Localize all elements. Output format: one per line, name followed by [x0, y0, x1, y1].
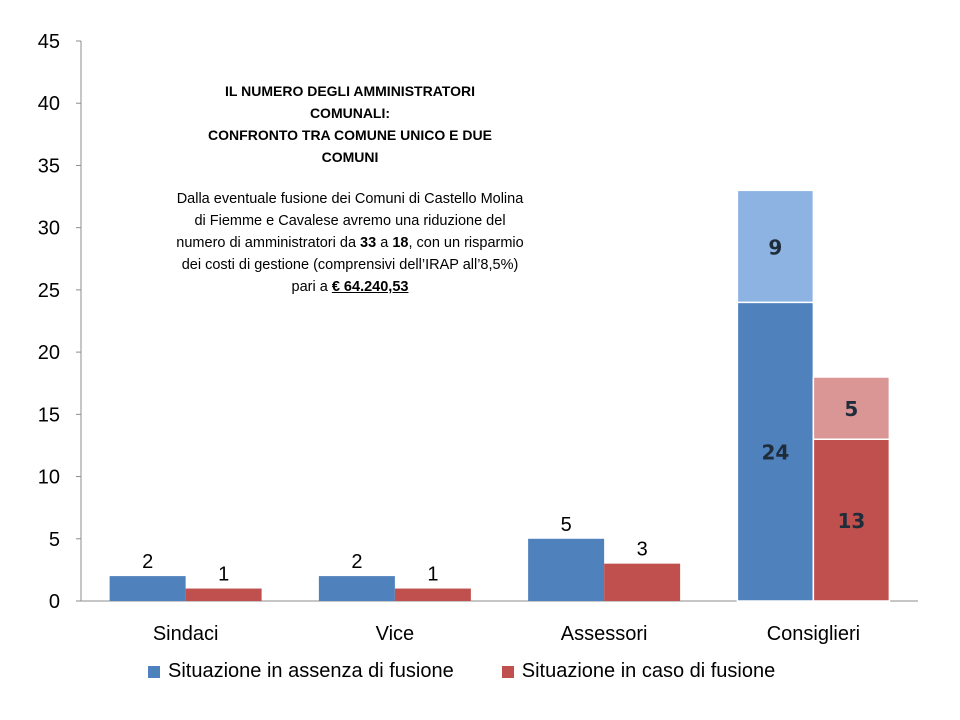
bar-value-label: 1 — [218, 563, 230, 586]
annotation-title — [170, 80, 530, 168]
annotation-text: a — [376, 235, 393, 251]
segment-label: 24 — [761, 440, 790, 465]
y-tick-label: 45 — [37, 31, 60, 53]
y-tick-label: 35 — [37, 155, 60, 178]
y-axis-ticks — [38, 31, 81, 613]
legend-item-no-fusion — [148, 660, 454, 683]
bar-no-fusion — [319, 576, 395, 601]
y-tick-label: 40 — [37, 93, 60, 116]
bar-value-label: 2 — [351, 551, 363, 574]
bar-value-label: 1 — [427, 563, 439, 586]
bar-fusion — [395, 589, 471, 601]
x-tick-label: Assessori — [560, 623, 648, 645]
annotation-body — [170, 188, 530, 298]
bar-fusion — [604, 564, 680, 601]
y-tick-label: 5 — [48, 528, 60, 551]
annotation-text: , con un risparmio dei costi di gestione (comprensivi dell’IRAP all’8,5%) pari a — [181, 235, 524, 295]
y-tick-label: 10 — [37, 466, 60, 489]
x-tick-label: Vice — [375, 623, 415, 645]
annotation-title-line: COMUNI — [321, 149, 379, 165]
segment-label: 5 — [844, 397, 859, 422]
chart-legend — [148, 660, 823, 683]
bar-no-fusion — [528, 539, 604, 601]
annotation-from-value: 33 — [360, 235, 377, 251]
legend-item-fusion — [502, 660, 776, 683]
segment-label: 9 — [768, 235, 783, 260]
annotation-text: Dalla eventuale fusione dei Comuni di Castello Molina di Fiemme e Cavalese avremo una riduzione del numero di amministratori da — [176, 191, 524, 251]
x-axis-ticks — [153, 623, 860, 645]
y-tick-label: 20 — [37, 342, 60, 365]
legend-label: Situazione in caso di fusione — [521, 660, 776, 682]
legend-label: Situazione in assenza di fusione — [168, 660, 454, 682]
bar-value-label: 5 — [560, 513, 572, 536]
y-tick-label: 30 — [37, 217, 60, 240]
bar-value-label: 3 — [636, 538, 648, 561]
annotation-title-line: IL NUMERO DEGLI AMMINISTRATORI — [225, 83, 475, 99]
x-tick-label: Sindaci — [152, 623, 219, 645]
y-tick-label: 15 — [37, 404, 60, 427]
legend-swatch-red — [502, 666, 514, 678]
y-tick-label: 25 — [37, 279, 60, 302]
annotation-title-line: CONFRONTO TRA COMUNE UNICO E DUE — [208, 127, 492, 143]
bar-value-label: 2 — [142, 551, 154, 574]
annotation-to-value: 18 — [392, 235, 409, 251]
segment-label: 13 — [837, 509, 866, 534]
annotation-title-line: COMUNALI: — [309, 105, 391, 121]
annotation-amount: € 64.240,53 — [331, 279, 409, 295]
bar-fusion — [186, 589, 262, 601]
x-tick-label: Consiglieri — [766, 623, 861, 645]
y-tick-label: 0 — [48, 591, 60, 613]
chart-annotation — [170, 80, 530, 298]
bar-no-fusion — [110, 576, 186, 601]
legend-swatch-blue — [148, 666, 160, 678]
